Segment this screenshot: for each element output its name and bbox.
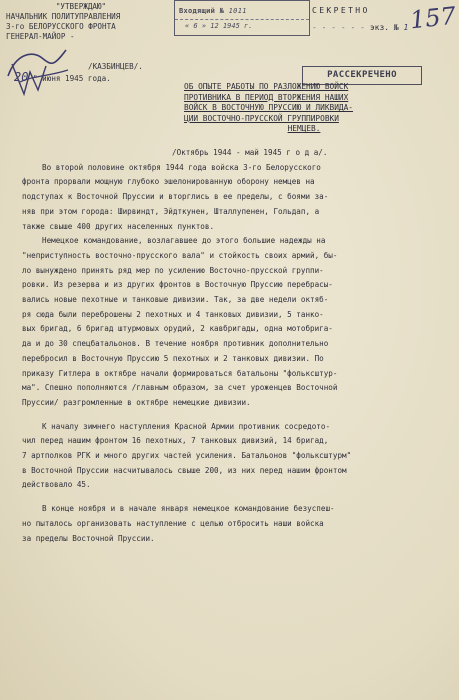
- period-line: /Октябрь 1944 - май 1945 г о д а/.: [172, 148, 328, 157]
- title-line: ПРОТИВНИКА В ПЕРИОД ВТОРЖЕНИЯ НАШИХ: [184, 92, 349, 102]
- body-line: приказу Гитлера в октябре начали формироваться батальоны "фольксштур-: [22, 368, 338, 378]
- body-line: в Восточной Пруссии насчитывалось свыше 200, из них перед нашим фронтом: [22, 465, 347, 475]
- body-line: также свыше 400 других населенных пунктов.: [22, 221, 215, 231]
- body-line: ло вынуждено принять ряд мер по усилению Восточно-прусской группи-: [22, 265, 324, 275]
- title-line: НЕМЦЕВ.: [287, 124, 321, 133]
- document-title: [184, 82, 424, 135]
- copy-label: экз. №: [369, 23, 399, 32]
- title-line: ВОЙСК В ВОСТОЧНУЮ ПРУССИЮ И ЛИКВИДА-: [184, 103, 353, 112]
- approval-line: 3-го БЕЛОРУССКОГО ФРОНТА: [6, 22, 116, 31]
- body-line: вых бригад, 6 бригад штурмовых орудий, 2 кавбригады, одна мотобрига-: [22, 324, 333, 334]
- approval-signatory: /КАЗБИНЦЕВ/.: [88, 62, 143, 71]
- body-line: ря сюда были переброшены 2 пехотных и 4 танковых дивизии, 5 танко-: [22, 309, 324, 319]
- body-line: перебросил в Восточную Пруссию 5 пехотных и 2 танковых дивизии. По: [22, 353, 324, 363]
- title-line: ЦИИ ВОСТОЧНО-ПРУССКОЙ ГРУППИРОВКИ: [184, 113, 339, 123]
- approval-line: НАЧАЛЬНИК ПОЛИТУПРАВЛЕНИЯ: [6, 12, 121, 21]
- body-line: чил перед нашим фронтом 16 пехотных, 7 танковых дивизий, 14 бригад,: [22, 436, 329, 446]
- body-line: Немецкое командование, возлагавшее до этого большие надежды на: [42, 236, 326, 246]
- body-line: действовало 45.: [22, 480, 91, 490]
- body-line: Пруссии/ разгромленные в октябре немецкие дивизии.: [22, 397, 251, 407]
- body-line: да и до 30 спецбатальонов. В течение ноября противник дополнительно: [22, 339, 329, 349]
- handwritten-page-number: 157: [408, 1, 458, 35]
- incoming-number: 1011: [228, 7, 247, 15]
- body-line: ма". Спешно пополняются /главным образом, за счет уроженцев Восточной: [22, 383, 338, 393]
- incoming-date: « 6 » 12 1945 г.: [185, 22, 253, 30]
- approval-line: ГЕНЕРАЛ-МАЙОР -: [6, 32, 75, 41]
- body-line: В конце ноября и в начале января немецкое командование безуспеш-: [42, 504, 335, 514]
- body-line: вались новые пехотные и танковые дивизии. Так, за две недели октяб-: [22, 295, 329, 305]
- body-line: 7 артполков РГК и много других частей усиления. Батальонов "фольксштурм": [22, 451, 352, 461]
- copy-number-line: - - - - - - экз. № 1: [312, 23, 409, 32]
- body-line: Во второй половине октября 1944 года войска 3-го Белорусского: [42, 162, 321, 172]
- declassified-stamp: РАССЕКРЕЧЕНО: [302, 66, 422, 85]
- body-line: К началу зимнего наступления Красной Армии противник сосредото-: [42, 421, 331, 431]
- approval-date-day: 20: [14, 70, 29, 84]
- approval-date-rest: " июня 1945 года.: [33, 74, 111, 83]
- body-line: подступах к Восточной Пруссии и вторглись в ее пределы, с боями за-: [22, 192, 329, 202]
- title-line: ОБ ОПЫТЕ РАБОТЫ ПО РАЗЛОЖЕНИЮ ВОЙСК: [184, 82, 349, 91]
- body-line: няв при этом города: Ширвиндт, Эйдткунен, Шталлупенен, Гольдап, а: [22, 206, 320, 216]
- copy-number: 1: [403, 23, 409, 32]
- incoming-stamp: [174, 0, 310, 36]
- incoming-label: Входящий №: [179, 7, 225, 15]
- signature-mark: [2, 36, 72, 102]
- document-body: [22, 146, 450, 546]
- body-line: ровки. Из резерва и из других фронтов в Восточную Пруссию перебрасы-: [22, 280, 333, 290]
- approval-line: "УТВЕРЖДАЮ": [55, 2, 107, 11]
- body-line: "неприступность восточно-прусского вала" и стойкость своих армий, бы-: [22, 250, 338, 260]
- body-line: но пыталось организовать наступление с целью отбросить наши войска: [22, 518, 324, 528]
- body-line: за пределы Восточной Пруссии.: [22, 533, 155, 543]
- classification-label: СЕКРЕТНО: [312, 6, 370, 15]
- body-line: фронта прорвали мощную глубоко эшелонированную оборону немцев на: [22, 177, 315, 187]
